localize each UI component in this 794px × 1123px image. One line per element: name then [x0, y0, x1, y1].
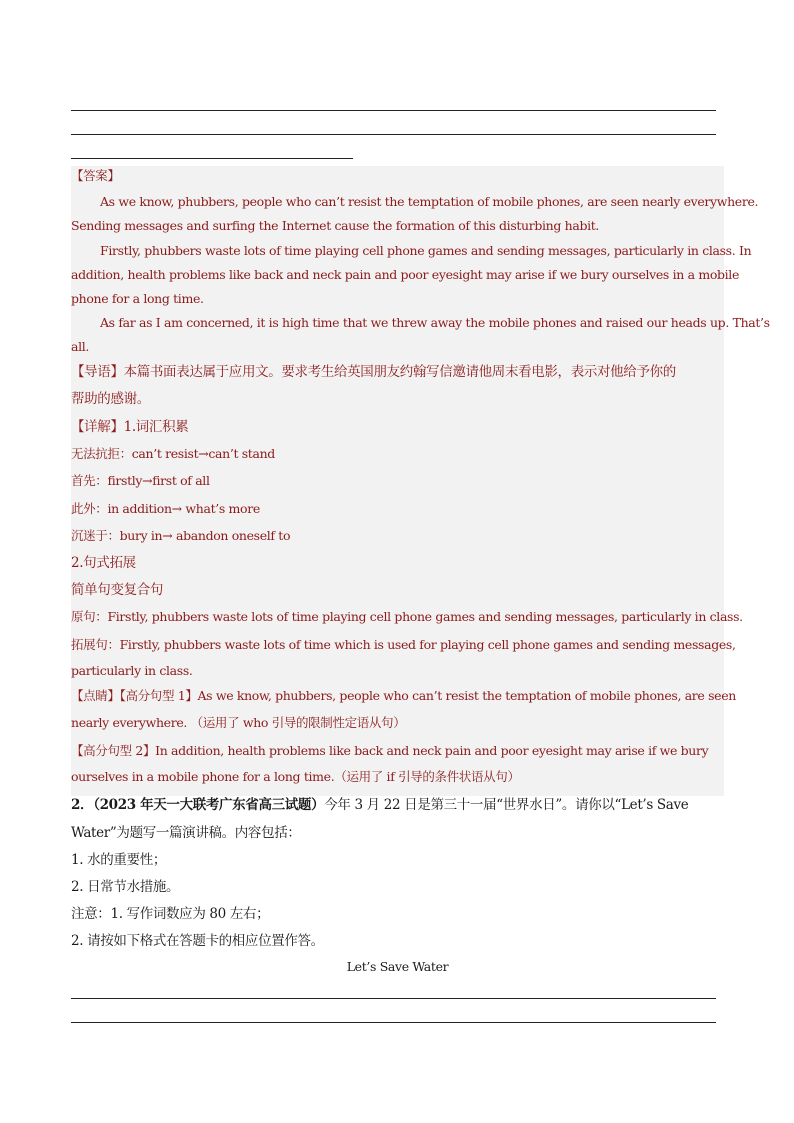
- vocab-item-1: 无法抗拒：can’t resist→can’t stand: [71, 446, 275, 461]
- answer-line-2: [71, 134, 716, 135]
- highlight1-line-1: 【点睛】【高分句型 1】As we know, phubbers, people who can’t resist the temptation of mobile phones, are seen: [71, 688, 736, 703]
- answer-line-3: [71, 158, 353, 159]
- question2-item-4: 2. 请按如下格式在答题卡的相应位置作答。: [71, 933, 324, 949]
- answer-p2-line-1: Firstly, phubbers waste lots of time playing cell phone games and sending messages, particularly in class. In: [100, 243, 752, 258]
- question2-prompt-b: Water”为题写一篇演讲稿。内容包括：: [71, 825, 301, 841]
- highlight1-line-2: nearly everywhere. （运用了 who 引导的限制性定语从句）: [71, 715, 406, 730]
- highlight2-line-1: 【高分句型 2】In addition, health problems like back and neck pain and poor eyesight may arise if we bury: [71, 743, 709, 758]
- answer-tag: 【答案】: [71, 168, 120, 183]
- question2-item-2: 2. 日常节水措施。: [71, 879, 180, 895]
- detail-title: 【详解】1.词汇积累: [71, 419, 189, 435]
- guide-line-1: 【导语】本篇书面表达属于应用文。要求考生给英国朋友约翰写信邀请他周末看电影，表示对他给予你的: [71, 364, 676, 380]
- guide-line-2: 帮助的感谢。: [71, 391, 150, 407]
- essay-title: Let’s Save Water: [346, 959, 449, 974]
- question2-header: [71, 795, 724, 815]
- question2-number: 2．: [71, 797, 94, 813]
- answer-p2-line-3: phone for a long time.: [71, 291, 204, 306]
- section2-title: 2.句式拓展: [71, 555, 136, 571]
- highlight2-line-2: ourselves in a mobile phone for a long time.（运用了 if 引导的条件状语从句）: [71, 769, 520, 784]
- writing-line-2: [71, 1022, 716, 1023]
- question2-source: （2023 年天一大联考广东省高三试题）: [93, 797, 325, 813]
- answer-p1-line-1: As we know, phubbers, people who can’t resist the temptation of mobile phones, are seen nearly everywhere.: [100, 194, 759, 209]
- question2-prompt-a: 今年 3 月 22 日是第三十一届“世界水日”。请你以“Let’s Save: [324, 797, 689, 813]
- section2-subtitle: 简单句变复合句: [71, 582, 164, 598]
- answer-line-1: [71, 110, 716, 111]
- vocab-item-3: 此外：in addition→ what’s more: [71, 501, 260, 516]
- answer-p3-line-2: all.: [71, 339, 90, 354]
- vocab-item-4: 沉迷于：bury in→ abandon oneself to: [71, 528, 291, 543]
- original-sentence: 原句：Firstly, phubbers waste lots of time playing cell phone games and sending messages, particularly in class.: [71, 609, 743, 624]
- vocab-item-2: 首先：firstly→first of all: [71, 473, 210, 488]
- expanded-sentence-line-2: particularly in class.: [71, 663, 193, 678]
- answer-p3-line-1: As far as I am concerned, it is high time that we threw away the mobile phones and raised our heads up. That’s: [100, 315, 770, 330]
- question2-item-1: 1. 水的重要性；: [71, 852, 167, 868]
- question2-item-3: 注意：1. 写作词数应为 80 左右；: [71, 906, 270, 922]
- answer-p2-line-2: addition, health problems like back and neck pain and poor eyesight may arise if we bury ourselves in a mobile: [71, 267, 739, 282]
- writing-line-1: [71, 998, 716, 999]
- answer-p1-line-2: Sending messages and surfing the Internet cause the formation of this disturbing habit.: [71, 218, 600, 233]
- expanded-sentence-line-1: 拓展句：Firstly, phubbers waste lots of time which is used for playing cell phone games and sending messages,: [71, 637, 736, 652]
